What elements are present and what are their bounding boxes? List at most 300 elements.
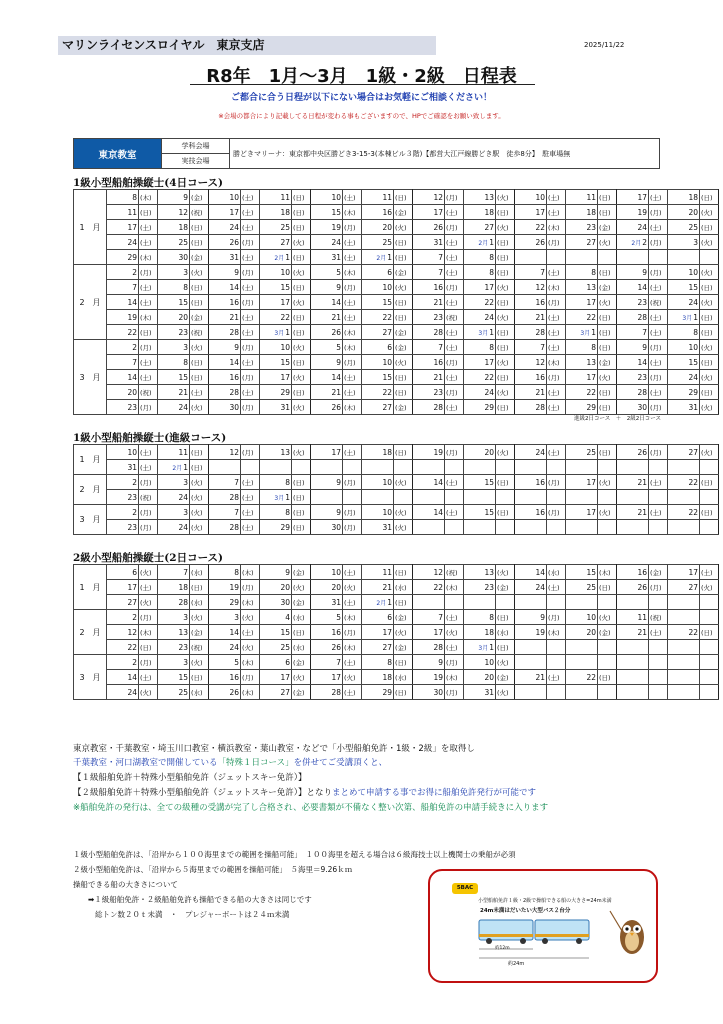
schedule-day bbox=[566, 295, 598, 310]
day-number: 30 bbox=[178, 252, 188, 262]
weekday bbox=[547, 250, 566, 265]
day-number: 14 bbox=[637, 357, 647, 367]
weekday: (月) bbox=[343, 520, 362, 535]
title-underline bbox=[190, 84, 535, 85]
weekday: (火) bbox=[190, 490, 209, 505]
weekday: (火) bbox=[394, 355, 413, 370]
day-number: 22 bbox=[433, 582, 443, 592]
weekday: (土) bbox=[343, 370, 362, 385]
day-number: 21 bbox=[637, 507, 647, 517]
weekday: (土) bbox=[445, 475, 464, 490]
day-number: 8 bbox=[234, 567, 239, 577]
schedule-day bbox=[158, 205, 190, 220]
schedule-day bbox=[209, 295, 241, 310]
day-number: 3 bbox=[183, 267, 188, 277]
weekday: (水) bbox=[394, 670, 413, 685]
info-line: 【１級船舶免許＋特殊小型船舶免許（ジェットスキー免許）】 bbox=[73, 773, 307, 783]
day-number: 28 bbox=[229, 492, 239, 502]
day-number: 22 bbox=[127, 642, 137, 652]
schedule-day bbox=[617, 310, 649, 325]
schedule-day bbox=[515, 595, 547, 610]
day-number: 14 bbox=[127, 672, 137, 682]
weekday: (土) bbox=[547, 205, 566, 220]
schedule-day bbox=[311, 595, 343, 610]
weekday: (火) bbox=[292, 295, 311, 310]
weekday: (火) bbox=[241, 640, 260, 655]
weekday: (金) bbox=[394, 325, 413, 340]
weekday bbox=[649, 685, 668, 700]
day-number: 16 bbox=[535, 372, 545, 382]
weekday: (土) bbox=[445, 250, 464, 265]
month-marker: 2月 bbox=[631, 239, 642, 247]
weekday: (祝) bbox=[139, 385, 158, 400]
day-number: 15 bbox=[382, 297, 392, 307]
day-number: 27 bbox=[484, 222, 494, 232]
schedule-day bbox=[566, 580, 598, 595]
total-length: 約24m bbox=[508, 961, 525, 967]
day-number: 7 bbox=[132, 282, 137, 292]
weekday: (日) bbox=[394, 385, 413, 400]
day-number: 21 bbox=[637, 477, 647, 487]
schedule-day bbox=[107, 685, 139, 700]
weekday: (金) bbox=[598, 220, 617, 235]
weekday: (月) bbox=[343, 220, 362, 235]
schedule-day bbox=[515, 310, 547, 325]
day-number: 25 bbox=[586, 582, 596, 592]
schedule-day bbox=[158, 370, 190, 385]
schedule-day bbox=[107, 280, 139, 295]
weekday: (日) bbox=[292, 385, 311, 400]
schedule-day bbox=[107, 565, 139, 580]
weekday: (日) bbox=[598, 310, 617, 325]
weekday: (火) bbox=[700, 400, 719, 415]
card-headline: 24m未満はだいたい大型バス２台分 bbox=[480, 908, 571, 914]
schedule-day bbox=[413, 670, 445, 685]
weekday: (月) bbox=[547, 475, 566, 490]
schedule-day bbox=[515, 220, 547, 235]
schedule-day bbox=[158, 355, 190, 370]
subtitle: ご都合に合う日程が以下にない場合はお気軽にご相談ください！ bbox=[230, 93, 492, 103]
weekday bbox=[649, 520, 668, 535]
day-number: 17 bbox=[535, 207, 545, 217]
day-number: 14 bbox=[331, 297, 341, 307]
day-number: 15 bbox=[280, 627, 290, 637]
schedule-day bbox=[158, 235, 190, 250]
schedule-day bbox=[158, 220, 190, 235]
schedule-day bbox=[515, 640, 547, 655]
section-title: 1級小型船舶操縦士(進級コース) bbox=[73, 432, 227, 444]
schedule-day bbox=[464, 400, 496, 415]
month-marker: 2月 bbox=[376, 599, 387, 607]
day-number: 24 bbox=[688, 372, 698, 382]
day-number: 17 bbox=[484, 282, 494, 292]
day-number: 21 bbox=[433, 297, 443, 307]
day-number: 3 bbox=[693, 237, 698, 247]
weekday: (土) bbox=[649, 385, 668, 400]
weekday: (土) bbox=[547, 340, 566, 355]
rule-text: １００海里を超える場合は６級海技士以上機関士の乗船が必須 bbox=[305, 850, 516, 859]
day-number: 21 bbox=[535, 387, 545, 397]
weekday: (土) bbox=[649, 625, 668, 640]
day-number: 3 bbox=[183, 342, 188, 352]
day-number: 7 bbox=[438, 252, 443, 262]
weekday: (火) bbox=[139, 595, 158, 610]
weekday: (土) bbox=[547, 385, 566, 400]
weekday: (日) bbox=[496, 640, 515, 655]
schedule-day bbox=[566, 250, 598, 265]
rule-line: 操船できる船の大きさについて bbox=[73, 880, 178, 889]
weekday: (火) bbox=[496, 685, 515, 700]
weekday: (土) bbox=[445, 295, 464, 310]
day-number: 8 bbox=[591, 267, 596, 277]
day-number: 15 bbox=[688, 282, 698, 292]
weekday: (火) bbox=[700, 370, 719, 385]
day-number: 16 bbox=[229, 372, 239, 382]
schedule-day bbox=[158, 580, 190, 595]
weekday: (金) bbox=[649, 565, 668, 580]
weekday: (日) bbox=[394, 595, 413, 610]
schedule-row bbox=[74, 250, 719, 265]
day-number: 21 bbox=[178, 387, 188, 397]
schedule-day bbox=[515, 445, 547, 460]
schedule-day bbox=[260, 565, 292, 580]
weekday: (金) bbox=[394, 610, 413, 625]
schedule-day bbox=[260, 340, 292, 355]
day-number: 22 bbox=[586, 387, 596, 397]
day-number: 2 bbox=[132, 267, 137, 277]
schedule-day bbox=[158, 340, 190, 355]
weekday: (日) bbox=[394, 445, 413, 460]
day-number: 5 bbox=[234, 657, 239, 667]
schedule-day bbox=[107, 625, 139, 640]
schedule-day bbox=[464, 205, 496, 220]
weekday: (日) bbox=[598, 385, 617, 400]
day-number: 28 bbox=[229, 387, 239, 397]
weekday: (月) bbox=[241, 445, 260, 460]
day-number: 21 bbox=[433, 372, 443, 382]
day-number: 17 bbox=[127, 582, 137, 592]
day-number: 11 bbox=[382, 567, 392, 577]
day-number: 25 bbox=[280, 642, 290, 652]
day-number: 1 bbox=[489, 237, 494, 247]
weekday: (火) bbox=[598, 370, 617, 385]
weekday: (月) bbox=[445, 355, 464, 370]
schedule-day bbox=[311, 235, 343, 250]
schedule-day bbox=[158, 250, 190, 265]
weekday: (金) bbox=[496, 580, 515, 595]
weekday: (土) bbox=[547, 580, 566, 595]
day-number: 8 bbox=[285, 507, 290, 517]
schedule-row bbox=[74, 490, 719, 505]
month-marker: 2月 bbox=[274, 254, 285, 262]
weekday: (日) bbox=[700, 505, 719, 520]
day-number: 13 bbox=[484, 192, 494, 202]
weekday: (月) bbox=[547, 505, 566, 520]
day-number: 16 bbox=[637, 567, 647, 577]
weekday: (日) bbox=[496, 340, 515, 355]
day-number: 26 bbox=[229, 237, 239, 247]
day-number: 6 bbox=[387, 267, 392, 277]
weekday bbox=[700, 610, 719, 625]
day-number: 28 bbox=[433, 327, 443, 337]
day-number: 28 bbox=[637, 387, 647, 397]
weekday: (月) bbox=[547, 610, 566, 625]
day-number: 23 bbox=[127, 402, 137, 412]
weekday: (木) bbox=[445, 670, 464, 685]
schedule-day bbox=[515, 610, 547, 625]
schedule-day bbox=[158, 685, 190, 700]
month-label: 1 月 bbox=[74, 565, 107, 610]
schedule-day bbox=[107, 670, 139, 685]
weekday: (日) bbox=[598, 580, 617, 595]
weekday: (日) bbox=[700, 310, 719, 325]
schedule-day bbox=[362, 235, 394, 250]
weekday bbox=[547, 460, 566, 475]
weekday bbox=[496, 490, 515, 505]
month-marker: 2月 bbox=[172, 464, 183, 472]
weekday: (土) bbox=[547, 670, 566, 685]
weekday bbox=[445, 595, 464, 610]
weekday: (月) bbox=[139, 505, 158, 520]
weekday: (月) bbox=[139, 520, 158, 535]
weekday bbox=[292, 460, 311, 475]
weekday bbox=[598, 460, 617, 475]
weekday: (日) bbox=[700, 280, 719, 295]
weekday: (日) bbox=[394, 310, 413, 325]
day-number: 7 bbox=[438, 342, 443, 352]
weekday bbox=[700, 490, 719, 505]
weekday: (木) bbox=[139, 310, 158, 325]
day-number: 8 bbox=[285, 477, 290, 487]
weekday bbox=[598, 655, 617, 670]
day-number: 24 bbox=[331, 237, 341, 247]
weekday: (火) bbox=[394, 475, 413, 490]
day-number: 8 bbox=[489, 342, 494, 352]
schedule-day bbox=[668, 640, 700, 655]
day-number: 9 bbox=[336, 357, 341, 367]
weekday: (日) bbox=[292, 355, 311, 370]
schedule-day bbox=[107, 505, 139, 520]
schedule-day bbox=[668, 340, 700, 355]
weekday: (土) bbox=[343, 595, 362, 610]
weekday bbox=[343, 460, 362, 475]
schedule-day bbox=[566, 655, 598, 670]
weekday: (火) bbox=[190, 400, 209, 415]
schedule-day bbox=[413, 385, 445, 400]
weekday: (日) bbox=[190, 460, 209, 475]
weekday: (水) bbox=[190, 565, 209, 580]
day-number: 24 bbox=[178, 522, 188, 532]
weekday: (祝) bbox=[190, 640, 209, 655]
rule-text: １級小型船舶免許は、「沿岸から１００海里までの範囲を操船可能」 bbox=[73, 850, 298, 859]
schedule-day bbox=[107, 475, 139, 490]
weekday: (日) bbox=[394, 235, 413, 250]
schedule-day bbox=[311, 220, 343, 235]
weekday: (火) bbox=[292, 445, 311, 460]
weekday: (土) bbox=[139, 670, 158, 685]
weekday: (月) bbox=[649, 205, 668, 220]
weekday: (土) bbox=[547, 445, 566, 460]
schedule-row bbox=[74, 520, 719, 535]
schedule-day bbox=[566, 505, 598, 520]
schedule-advanced bbox=[73, 444, 719, 535]
weekday bbox=[343, 490, 362, 505]
day-number: 31 bbox=[688, 402, 698, 412]
schedule-day bbox=[566, 310, 598, 325]
weekday: (月) bbox=[445, 280, 464, 295]
schedule-day bbox=[515, 265, 547, 280]
schedule-day bbox=[362, 280, 394, 295]
schedule-day bbox=[566, 460, 598, 475]
day-number: 19 bbox=[535, 627, 545, 637]
day-number: 19 bbox=[433, 672, 443, 682]
day-number: 5 bbox=[336, 267, 341, 277]
schedule-day bbox=[515, 670, 547, 685]
day-number: 7 bbox=[234, 477, 239, 487]
weekday: (日) bbox=[394, 565, 413, 580]
weekday: (土) bbox=[241, 190, 260, 205]
schedule-day bbox=[209, 685, 241, 700]
weekday: (日) bbox=[496, 505, 515, 520]
schedule-day bbox=[413, 640, 445, 655]
day-number: 7 bbox=[438, 612, 443, 622]
day-number: 30 bbox=[331, 522, 341, 532]
schedule-day bbox=[413, 355, 445, 370]
weekday: (金) bbox=[598, 280, 617, 295]
schedule-day bbox=[515, 280, 547, 295]
day-number: 20 bbox=[331, 582, 341, 592]
schedule-day bbox=[362, 460, 394, 475]
schedule-day bbox=[464, 595, 496, 610]
weekday: (日) bbox=[139, 205, 158, 220]
weekday: (土) bbox=[343, 295, 362, 310]
schedule-day bbox=[566, 670, 598, 685]
day-number: 29 bbox=[484, 402, 494, 412]
weekday: (日) bbox=[292, 505, 311, 520]
schedule-day bbox=[566, 280, 598, 295]
day-number: 29 bbox=[280, 522, 290, 532]
schedule-day bbox=[668, 280, 700, 295]
day-number: 6 bbox=[285, 657, 290, 667]
weekday: (木) bbox=[241, 655, 260, 670]
weekday bbox=[394, 490, 413, 505]
month-label: 3 月 bbox=[74, 655, 107, 700]
schedule-day bbox=[311, 205, 343, 220]
day-number: 24 bbox=[127, 237, 137, 247]
weekday: (木) bbox=[343, 340, 362, 355]
day-number: 13 bbox=[484, 567, 494, 577]
schedule-day bbox=[668, 610, 700, 625]
location-detail: 勝どきマリーナ：東京都中央区勝どき3-15-3(本棟ビル３階)【都営大江戸線勝どき駅 徒歩8分】 駐車場無 bbox=[230, 139, 660, 169]
weekday: (日) bbox=[700, 325, 719, 340]
weekday: (日) bbox=[139, 640, 158, 655]
day-number: 1 bbox=[489, 642, 494, 652]
schedule-day bbox=[311, 640, 343, 655]
schedule-day bbox=[515, 340, 547, 355]
schedule-day bbox=[260, 520, 292, 535]
rule-line: 総トン数２０ｔ未満 ・ プレジャーボートは２４ｍ未満 bbox=[95, 910, 290, 919]
schedule-day bbox=[515, 580, 547, 595]
schedule-day bbox=[617, 190, 649, 205]
weekday: (土) bbox=[343, 445, 362, 460]
schedule-day bbox=[158, 565, 190, 580]
day-number: 27 bbox=[688, 447, 698, 457]
schedule-day bbox=[362, 250, 394, 265]
weekday: (日) bbox=[496, 295, 515, 310]
schedule-row bbox=[74, 205, 719, 220]
weekday: (金) bbox=[394, 265, 413, 280]
info-line bbox=[73, 756, 387, 771]
weekday: (木) bbox=[547, 220, 566, 235]
weekday bbox=[547, 520, 566, 535]
day-number: 12 bbox=[535, 357, 545, 367]
weekday: (火) bbox=[190, 505, 209, 520]
weekday: (土) bbox=[139, 235, 158, 250]
schedule-day bbox=[260, 610, 292, 625]
day-number: 3 bbox=[183, 657, 188, 667]
weekday: (土) bbox=[241, 325, 260, 340]
schedule-day bbox=[362, 640, 394, 655]
schedule-day bbox=[209, 460, 241, 475]
weekday: (月) bbox=[241, 580, 260, 595]
schedule-day bbox=[260, 310, 292, 325]
month-label: 1 月 bbox=[74, 190, 107, 265]
schedule-day bbox=[668, 685, 700, 700]
schedule-day bbox=[107, 370, 139, 385]
schedule-day bbox=[260, 235, 292, 250]
schedule-day bbox=[260, 265, 292, 280]
weekday: (日) bbox=[292, 475, 311, 490]
weekday: (金) bbox=[292, 685, 311, 700]
day-number: 10 bbox=[382, 507, 392, 517]
weekday: (火) bbox=[496, 220, 515, 235]
schedule-day bbox=[566, 445, 598, 460]
weekday: (土) bbox=[139, 460, 158, 475]
day-number: 28 bbox=[535, 402, 545, 412]
schedule-day bbox=[260, 505, 292, 520]
owl-teacher-icon bbox=[608, 903, 648, 959]
schedule-day bbox=[668, 565, 700, 580]
schedule-row bbox=[74, 265, 719, 280]
weekday: (金) bbox=[394, 340, 413, 355]
day-number: 10 bbox=[586, 612, 596, 622]
weekday: (日) bbox=[292, 220, 311, 235]
schedule-day bbox=[311, 400, 343, 415]
schedule-day bbox=[311, 250, 343, 265]
day-number: 14 bbox=[637, 282, 647, 292]
day-number: 24 bbox=[688, 297, 698, 307]
schedule-day bbox=[311, 295, 343, 310]
weekday: (日) bbox=[700, 190, 719, 205]
section-title: 2級小型船舶操縦士(2日コース) bbox=[73, 552, 224, 564]
day-number: 1 bbox=[285, 252, 290, 262]
schedule-day bbox=[107, 295, 139, 310]
weekday bbox=[649, 655, 668, 670]
weekday: (金) bbox=[190, 250, 209, 265]
day-number: 17 bbox=[637, 192, 647, 202]
schedule-day bbox=[413, 565, 445, 580]
schedule-day bbox=[617, 490, 649, 505]
schedule-day bbox=[668, 250, 700, 265]
weekday: (火) bbox=[496, 310, 515, 325]
day-number: 19 bbox=[637, 207, 647, 217]
schedule-day bbox=[260, 460, 292, 475]
day-number: 13 bbox=[280, 447, 290, 457]
weekday bbox=[598, 595, 617, 610]
schedule-day bbox=[260, 445, 292, 460]
weekday: (土) bbox=[139, 355, 158, 370]
schedule-day bbox=[209, 370, 241, 385]
